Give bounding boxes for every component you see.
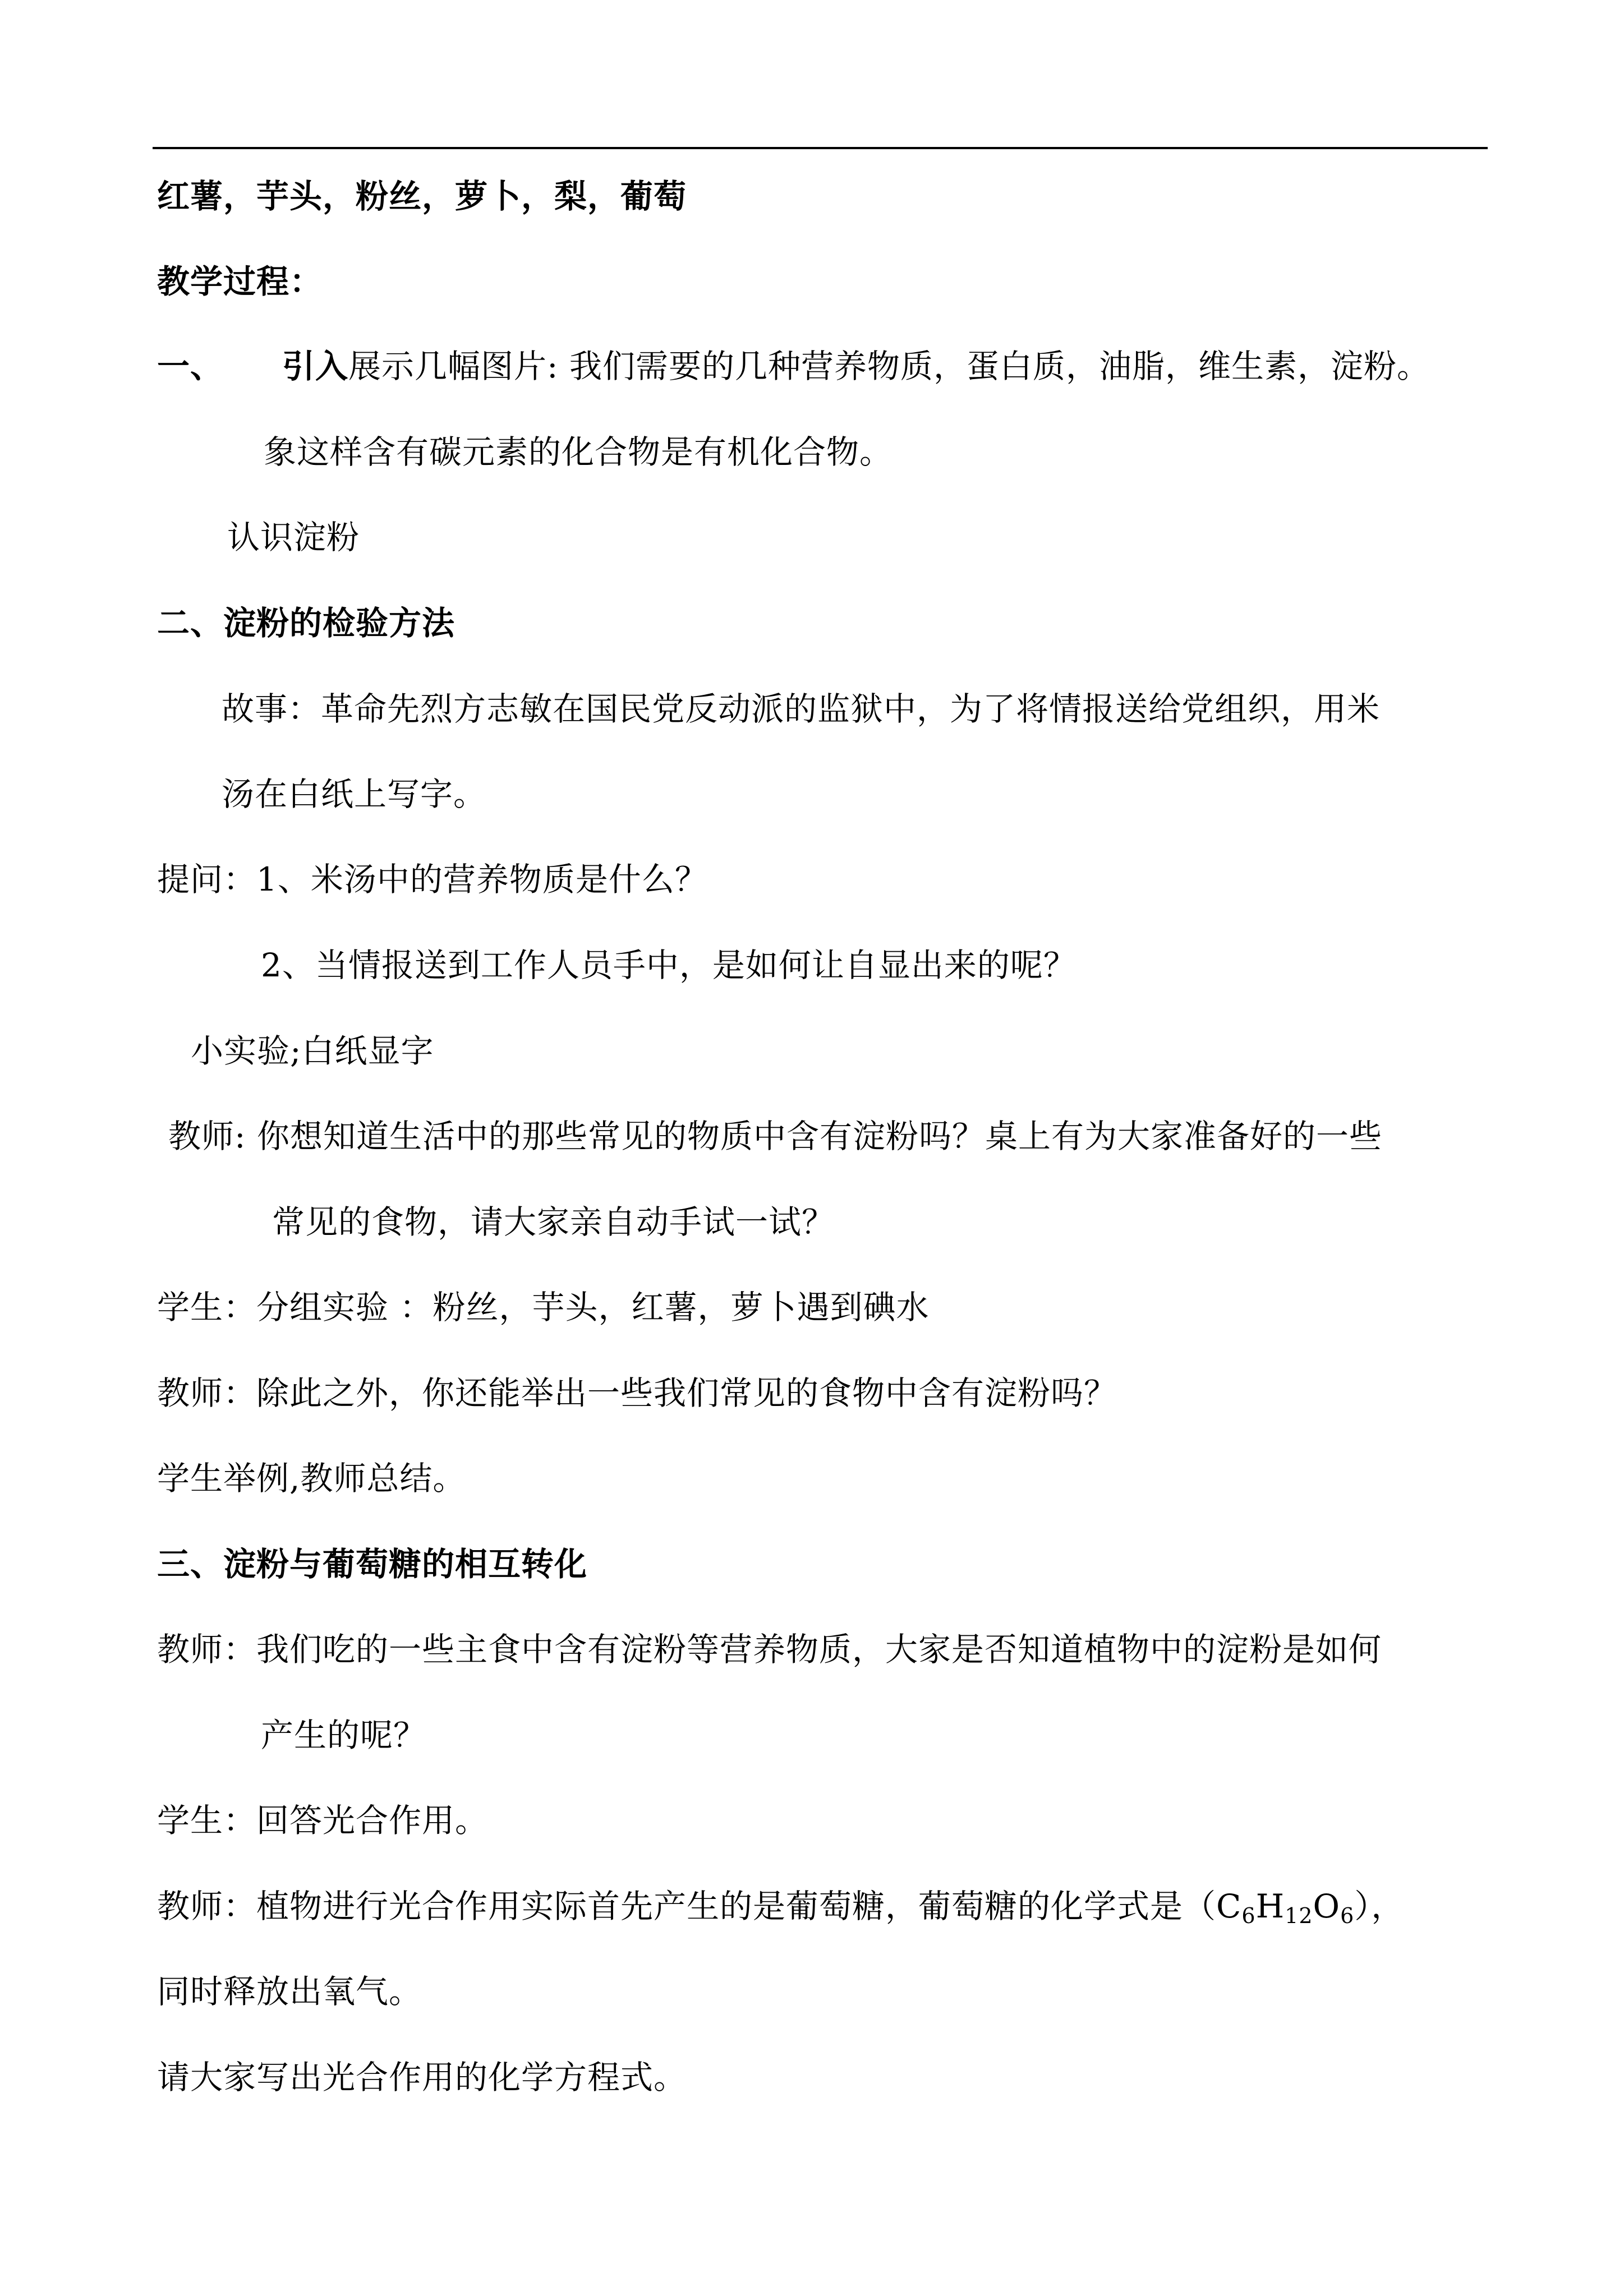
- section1-continuation: 象这样含有碳元素的化合物是有机化合物。: [264, 433, 893, 471]
- oxygen-release-line: 同时释放出氧气。: [157, 1972, 422, 2011]
- instruction-line: 请大家写出光合作用的化学方程式。: [157, 2058, 687, 2096]
- hydrogen-symbol: H: [1255, 1887, 1285, 1925]
- story-line-1: 故事：革命先烈方志敏在国民党反动派的监狱中，为了将情报送给党组织，用米: [222, 690, 1381, 728]
- formula-close: ），: [1354, 1887, 1405, 1925]
- section2-heading: 二、淀粉的检验方法: [157, 604, 456, 642]
- student-photosynthesis-line: 学生：回答光合作用。: [157, 1801, 489, 1839]
- oxygen-symbol: O: [1313, 1887, 1341, 1925]
- section3-heading: 三、淀粉与葡萄糖的相互转化: [157, 1545, 588, 1583]
- question-1: 提问：1、米汤中的营养物质是什么？: [157, 860, 708, 898]
- section1-number: 一、: [157, 347, 224, 385]
- glucose-text: 教师：植物进行光合作用实际首先产生的是葡萄糖，葡萄糖的化学式是（C: [157, 1887, 1242, 1925]
- section1-intro-line: [157, 346, 1430, 386]
- carbon-subscript: 6: [1241, 1903, 1256, 1928]
- section1-text: 展示几幅图片: 我们需要的几种营养物质，蛋白质，油脂，维生素，淀粉。: [348, 347, 1430, 385]
- materials-line: 红薯，芋头，粉丝，萝卜，梨，葡萄: [157, 177, 687, 215]
- section1-lead: 引入: [282, 347, 349, 385]
- teacher-starch-line-2: 产生的呢？: [261, 1716, 427, 1754]
- teacher-followup-line: 教师：除此之外，你还能举出一些我们常见的食物中含有淀粉吗？: [157, 1374, 1117, 1412]
- teacher-question-line-2: 常见的食物，请大家亲自动手试一试？: [272, 1203, 835, 1241]
- header-rule: [153, 147, 1488, 149]
- story-line-2: 汤在白纸上写字。: [222, 775, 487, 813]
- question-2: 2、当情报送到工作人员手中，是如何让自显出来的呢？: [261, 946, 1076, 984]
- glucose-formula-line: [157, 1886, 1404, 1926]
- teaching-process-heading: 教学过程：: [157, 262, 323, 301]
- teacher-question-line-1: 教师: 你想知道生活中的那些常见的物质中含有淀粉吗？桌上有为大家准备好的一些: [168, 1117, 1382, 1155]
- section1-sub: 认识淀粉: [227, 518, 360, 556]
- summary-line: 学生举例,教师总结。: [157, 1459, 466, 1497]
- teacher-starch-line-1: 教师：我们吃的一些主食中含有淀粉等营养物质，大家是否知道植物中的淀粉是如何: [157, 1630, 1382, 1668]
- hydrogen-subscript: 12: [1285, 1903, 1313, 1928]
- experiment-line: 小实验;白纸显字: [191, 1032, 434, 1070]
- oxygen-subscript: 6: [1340, 1903, 1355, 1928]
- student-experiment-line: 学生：分组实验 ：粉丝，芋头，红薯，萝卜遇到碘水: [157, 1288, 930, 1326]
